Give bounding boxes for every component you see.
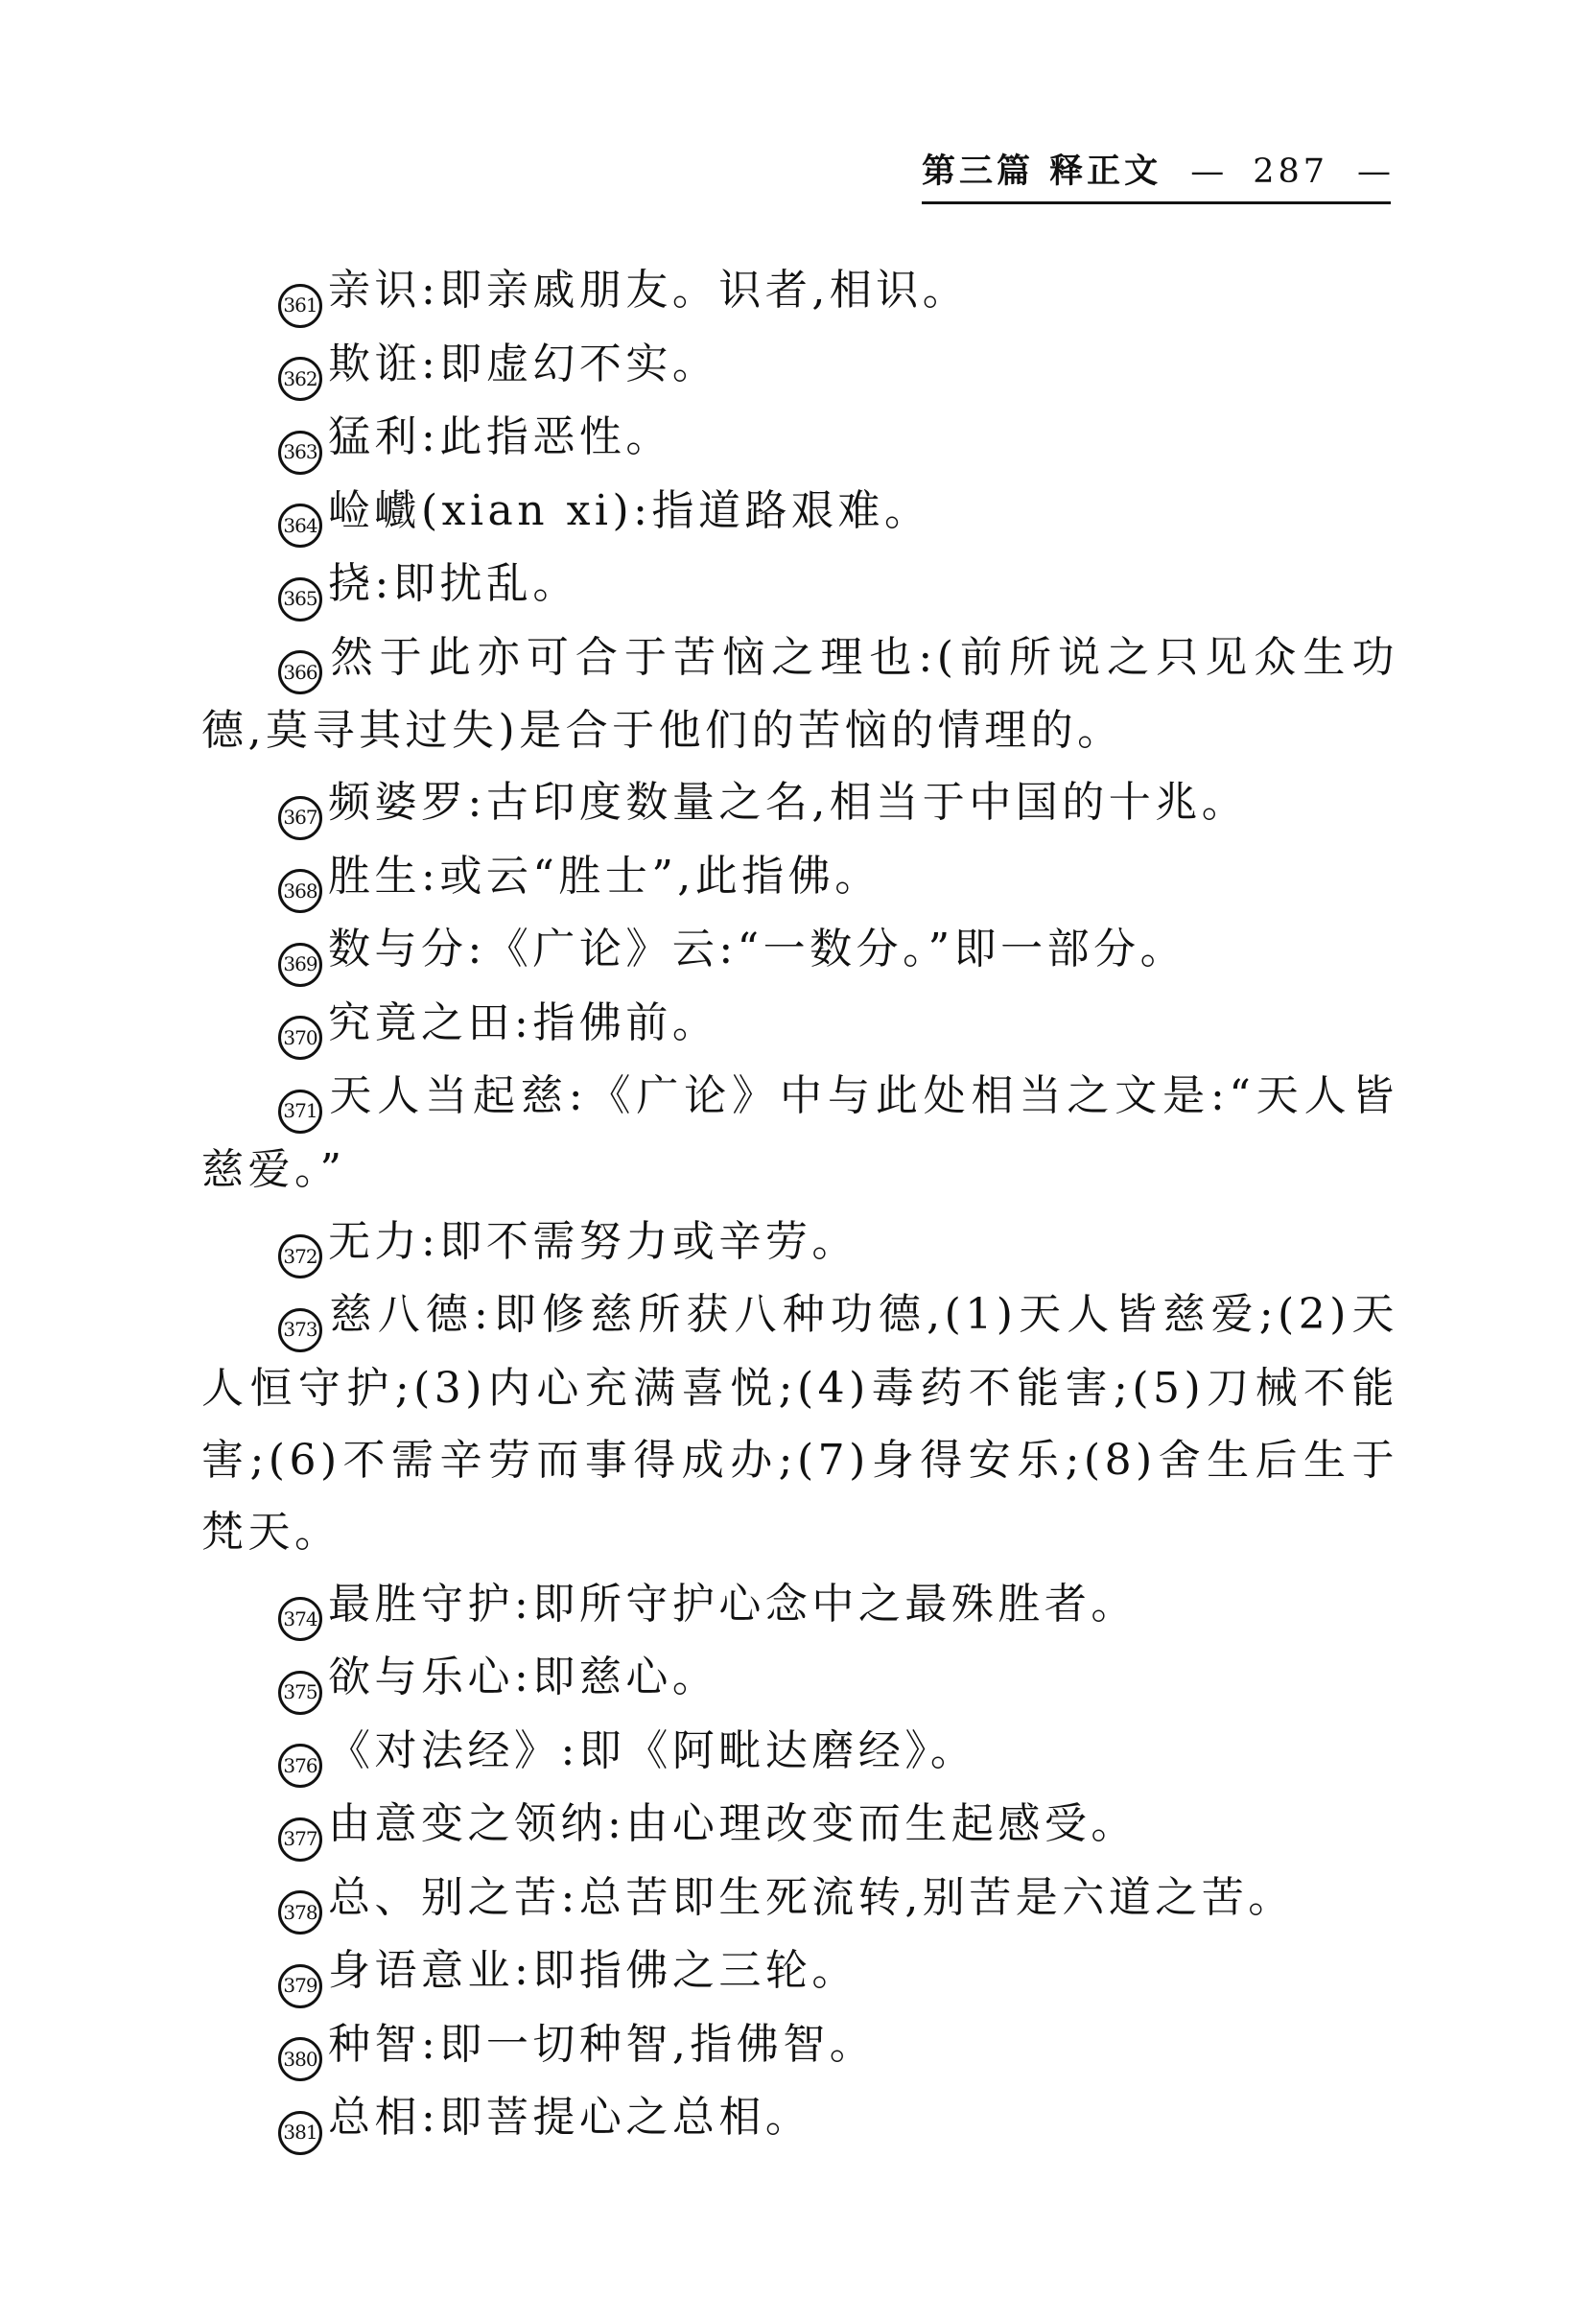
entry-364: [201, 475, 1398, 549]
entry-number-badge: 362: [278, 357, 322, 401]
entry-367: [201, 766, 1398, 840]
entry-362: [201, 328, 1398, 402]
entry-number-badge: 368: [278, 869, 322, 913]
entry-371: [201, 1060, 1398, 1206]
entry-377: [201, 1788, 1398, 1862]
entry-number-badge: 375: [278, 1671, 322, 1715]
entry-text: 种智:即一切种智,指佛智。: [328, 2019, 877, 2069]
section-title: 第三篇 释正文: [922, 152, 1162, 191]
entry-number-badge: 374: [278, 1597, 322, 1641]
entry-number-badge: 367: [278, 796, 322, 840]
entry-text: 究竟之田:指佛前。: [328, 997, 719, 1047]
entry-text: 频婆罗:古印度数量之名,相当于中国的十兆。: [328, 778, 1249, 827]
page-number: 287: [1253, 152, 1328, 191]
entry-text: 总、别之苦:总苦即生死流转,别苦是六道之苦。: [328, 1872, 1295, 1922]
entry-text: 亲识:即亲戚朋友。识者,相识。: [328, 266, 970, 315]
entry-number-badge: 377: [278, 1817, 322, 1862]
page-number-dash-right: —: [1357, 152, 1391, 191]
entry-369: [201, 913, 1398, 987]
entry-375: [201, 1641, 1398, 1715]
entry-text: 猛利:此指恶性。: [328, 412, 672, 461]
entry-text: 崄巇(xian xi):指道路艰难。: [328, 485, 931, 535]
entry-number-badge: 363: [278, 431, 322, 475]
entry-374: [201, 1568, 1398, 1642]
entry-number-badge: 381: [278, 2111, 322, 2155]
entry-number-badge: 365: [278, 577, 322, 621]
entry-number-badge: 364: [278, 504, 322, 548]
entry-number-badge: 378: [278, 1890, 322, 1935]
annotations-list: [201, 254, 1398, 2155]
entry-text: 身语意业:即指佛之三轮。: [328, 1946, 858, 1995]
page-number-dash-left: —: [1190, 152, 1225, 191]
entry-text: 挠:即扰乱。: [328, 559, 579, 608]
entry-376: [201, 1715, 1398, 1789]
entry-368: [201, 840, 1398, 914]
entry-number-badge: 379: [278, 1964, 322, 2008]
entry-text: 然于此亦可合于苦恼之理也:(前所说之只见众生功德,莫寻其过失)是合于他们的苦恼的情理的。: [201, 632, 1398, 755]
entry-number-badge: 371: [278, 1090, 322, 1134]
entry-378: [201, 1862, 1398, 1935]
entry-373: [201, 1278, 1398, 1568]
entry-370: [201, 987, 1398, 1061]
entry-366: [201, 621, 1398, 767]
entry-number-badge: 369: [278, 943, 322, 987]
entry-number-badge: 372: [278, 1234, 322, 1278]
entry-363: [201, 401, 1398, 475]
running-head: [922, 153, 1391, 204]
entry-text: 最胜守护:即所守护心念中之最殊胜者。: [328, 1579, 1138, 1629]
entry-number-badge: 361: [278, 284, 322, 328]
entry-number-badge: 376: [278, 1744, 322, 1788]
entry-number-badge: 366: [278, 650, 322, 694]
entry-text: 《对法经》:即《阿毗达磨经》。: [328, 1725, 977, 1775]
entry-text: 总相:即菩提心之总相。: [328, 2093, 812, 2142]
entry-365: [201, 548, 1398, 621]
entry-381: [201, 2081, 1398, 2155]
entry-text: 天人当起慈:《广论》中与此处相当之文是:“天人皆慈爱。”: [201, 1071, 1398, 1194]
entry-text: 无力:即不需努力或辛劳。: [328, 1216, 858, 1266]
entry-379: [201, 1935, 1398, 2008]
entry-380: [201, 2008, 1398, 2082]
entry-number-badge: 373: [278, 1308, 322, 1352]
entry-372: [201, 1206, 1398, 1279]
entry-text: 胜生:或云“胜士”,此指佛。: [328, 851, 881, 901]
entry-361: [201, 254, 1398, 328]
entry-number-badge: 380: [278, 2037, 322, 2081]
entry-text: 数与分:《广论》云:“一数分。”即一部分。: [328, 925, 1187, 973]
entry-number-badge: 370: [278, 1016, 322, 1060]
entry-text: 欺诳:即虚幻不实。: [328, 339, 719, 388]
entry-text: 慈八德:即修慈所获八种功德,(1)天人皆慈爱;(2)天人恒守护;(3)内心充满喜悦;(4)毒药不能害;(5)刀械不能害;(6)不需辛劳而事得成办;(7)身得安乐;(8)舍生后生于梵天。: [201, 1290, 1398, 1557]
entry-text: 由意变之领纳:由心理改变而生起感受。: [328, 1799, 1138, 1848]
entry-text: 欲与乐心:即慈心。: [328, 1653, 719, 1701]
